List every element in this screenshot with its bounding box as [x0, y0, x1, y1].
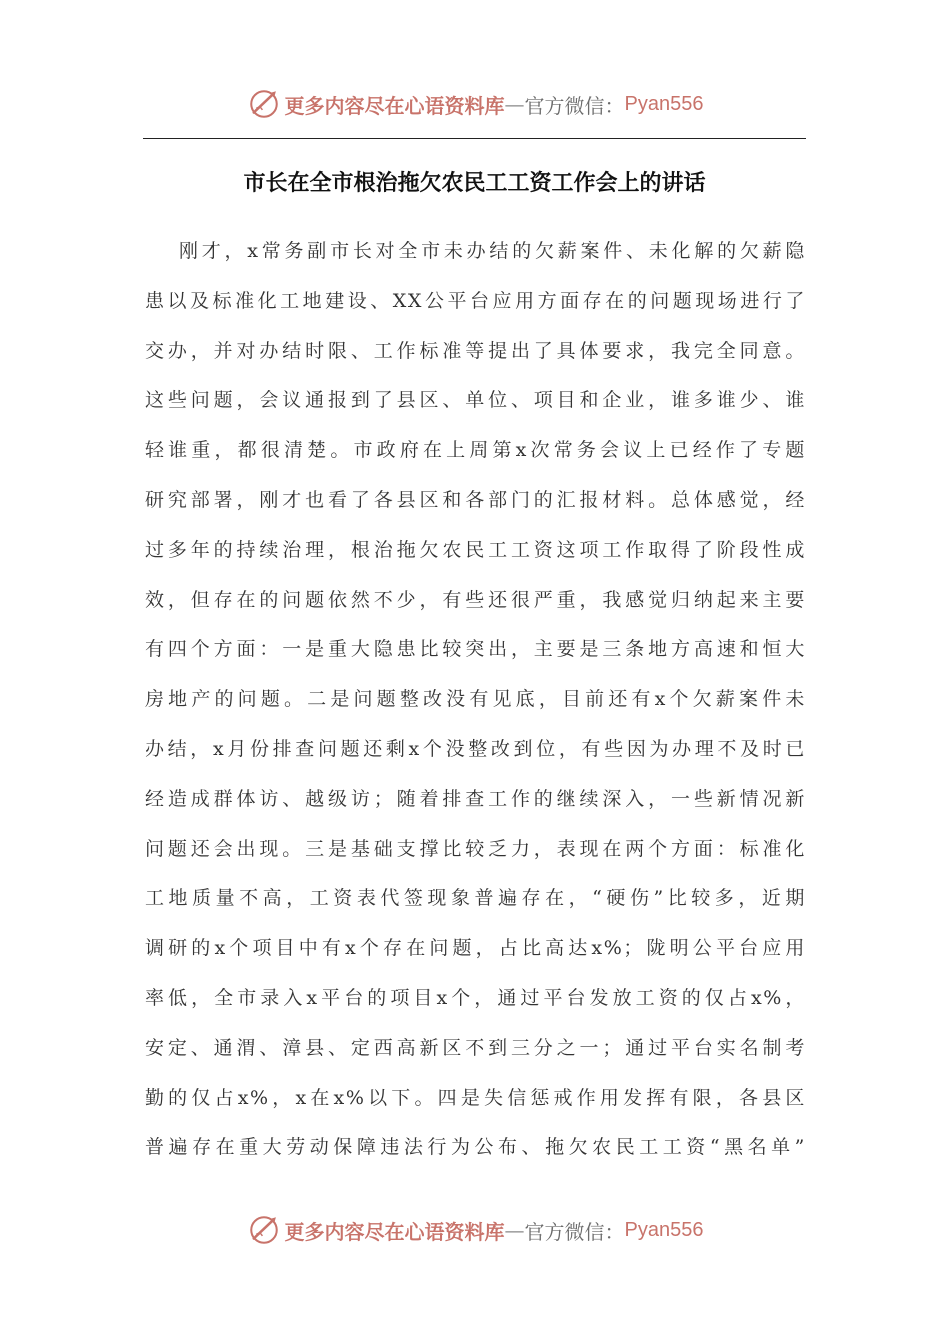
body-line: 办结，x月份排查问题还剩x个没整改到位，有些因为办理不及时已 [145, 737, 806, 760]
body-line: 过多年的持续治理，根治拖欠农民工工资这项工作取得了阶段性成 [145, 538, 806, 561]
body-line: 经造成群体访、越级访；随着排查工作的继续深入，一些新情况新 [145, 787, 806, 810]
body-line: 安定、通渭、漳县、定西高新区不到三分之一；通过平台实名制考 [145, 1036, 806, 1059]
body-line: 效，但存在的问题依然不少，有些还很严重，我感觉归纳起来主要 [145, 588, 806, 611]
body-line: 勤的仅占x%，x在x%以下。四是失信惩戒作用发挥有限，各县区 [145, 1086, 806, 1109]
header-banner [0, 84, 950, 124]
banner-dash: — [504, 92, 525, 116]
body-line: 轻谁重，都很清楚。市政府在上周第x次常务会议上已经作了专题 [145, 439, 806, 462]
pen-logo-icon [247, 87, 281, 121]
body-line: 交办，并对办结时限、工作标准等提出了具体要求，我完全同意。 [145, 339, 806, 362]
body-paragraph [145, 227, 806, 1173]
brand-text: 更多内容尽在心语资料库 [284, 93, 505, 118]
pen-logo-icon [247, 1213, 281, 1247]
body-line: 调研的x个项目中有x个存在问题，占比高达x%；陇明公平台应用 [145, 937, 806, 960]
wechat-label: 官方微信： [524, 1219, 625, 1244]
body-line: 普遍存在重大劳动保障违法行为公布、拖欠农民工工资“黑名单” [145, 1136, 806, 1159]
document-title: 市长在全市根治拖欠农民工工资工作会上的讲话 [243, 171, 706, 196]
header-rule [143, 138, 806, 139]
wechat-id: Pyan556 [624, 1218, 704, 1241]
wechat-label: 官方微信： [524, 93, 625, 118]
banner-dash: — [504, 1218, 525, 1242]
body-line: 房地产的问题。二是问题整改没有见底，目前还有x个欠薪案件未 [145, 688, 806, 711]
body-line: 患以及标准化工地建设、XX公平台应用方面存在的问题现场进行了 [145, 289, 806, 312]
body-line: 这些问题，会议通报到了县区、单位、项目和企业，谁多谁少、谁 [145, 389, 806, 412]
body-line: 问题还会出现。三是基础支撑比较乏力，表现在两个方面：标准化 [145, 837, 806, 860]
body-line: 刚才，x常务副市长对全市未办结的欠薪案件、未化解的欠薪隐 [179, 240, 806, 262]
brand-text: 更多内容尽在心语资料库 [284, 1219, 505, 1244]
body-line: 有四个方面：一是重大隐患比较突出，主要是三条地方高速和恒大 [145, 638, 806, 661]
footer-banner [0, 1210, 950, 1250]
body-line: 率低，全市录入x平台的项目x个，通过平台发放工资的仅占x%， [145, 986, 806, 1009]
body-line: 工地质量不高，工资表代签现象普遍存在，“硬伤”比较多，近期 [145, 887, 806, 910]
body-line: 研究部署，刚才也看了各县区和各部门的汇报材料。总体感觉，经 [145, 488, 806, 511]
wechat-id: Pyan556 [624, 92, 704, 115]
